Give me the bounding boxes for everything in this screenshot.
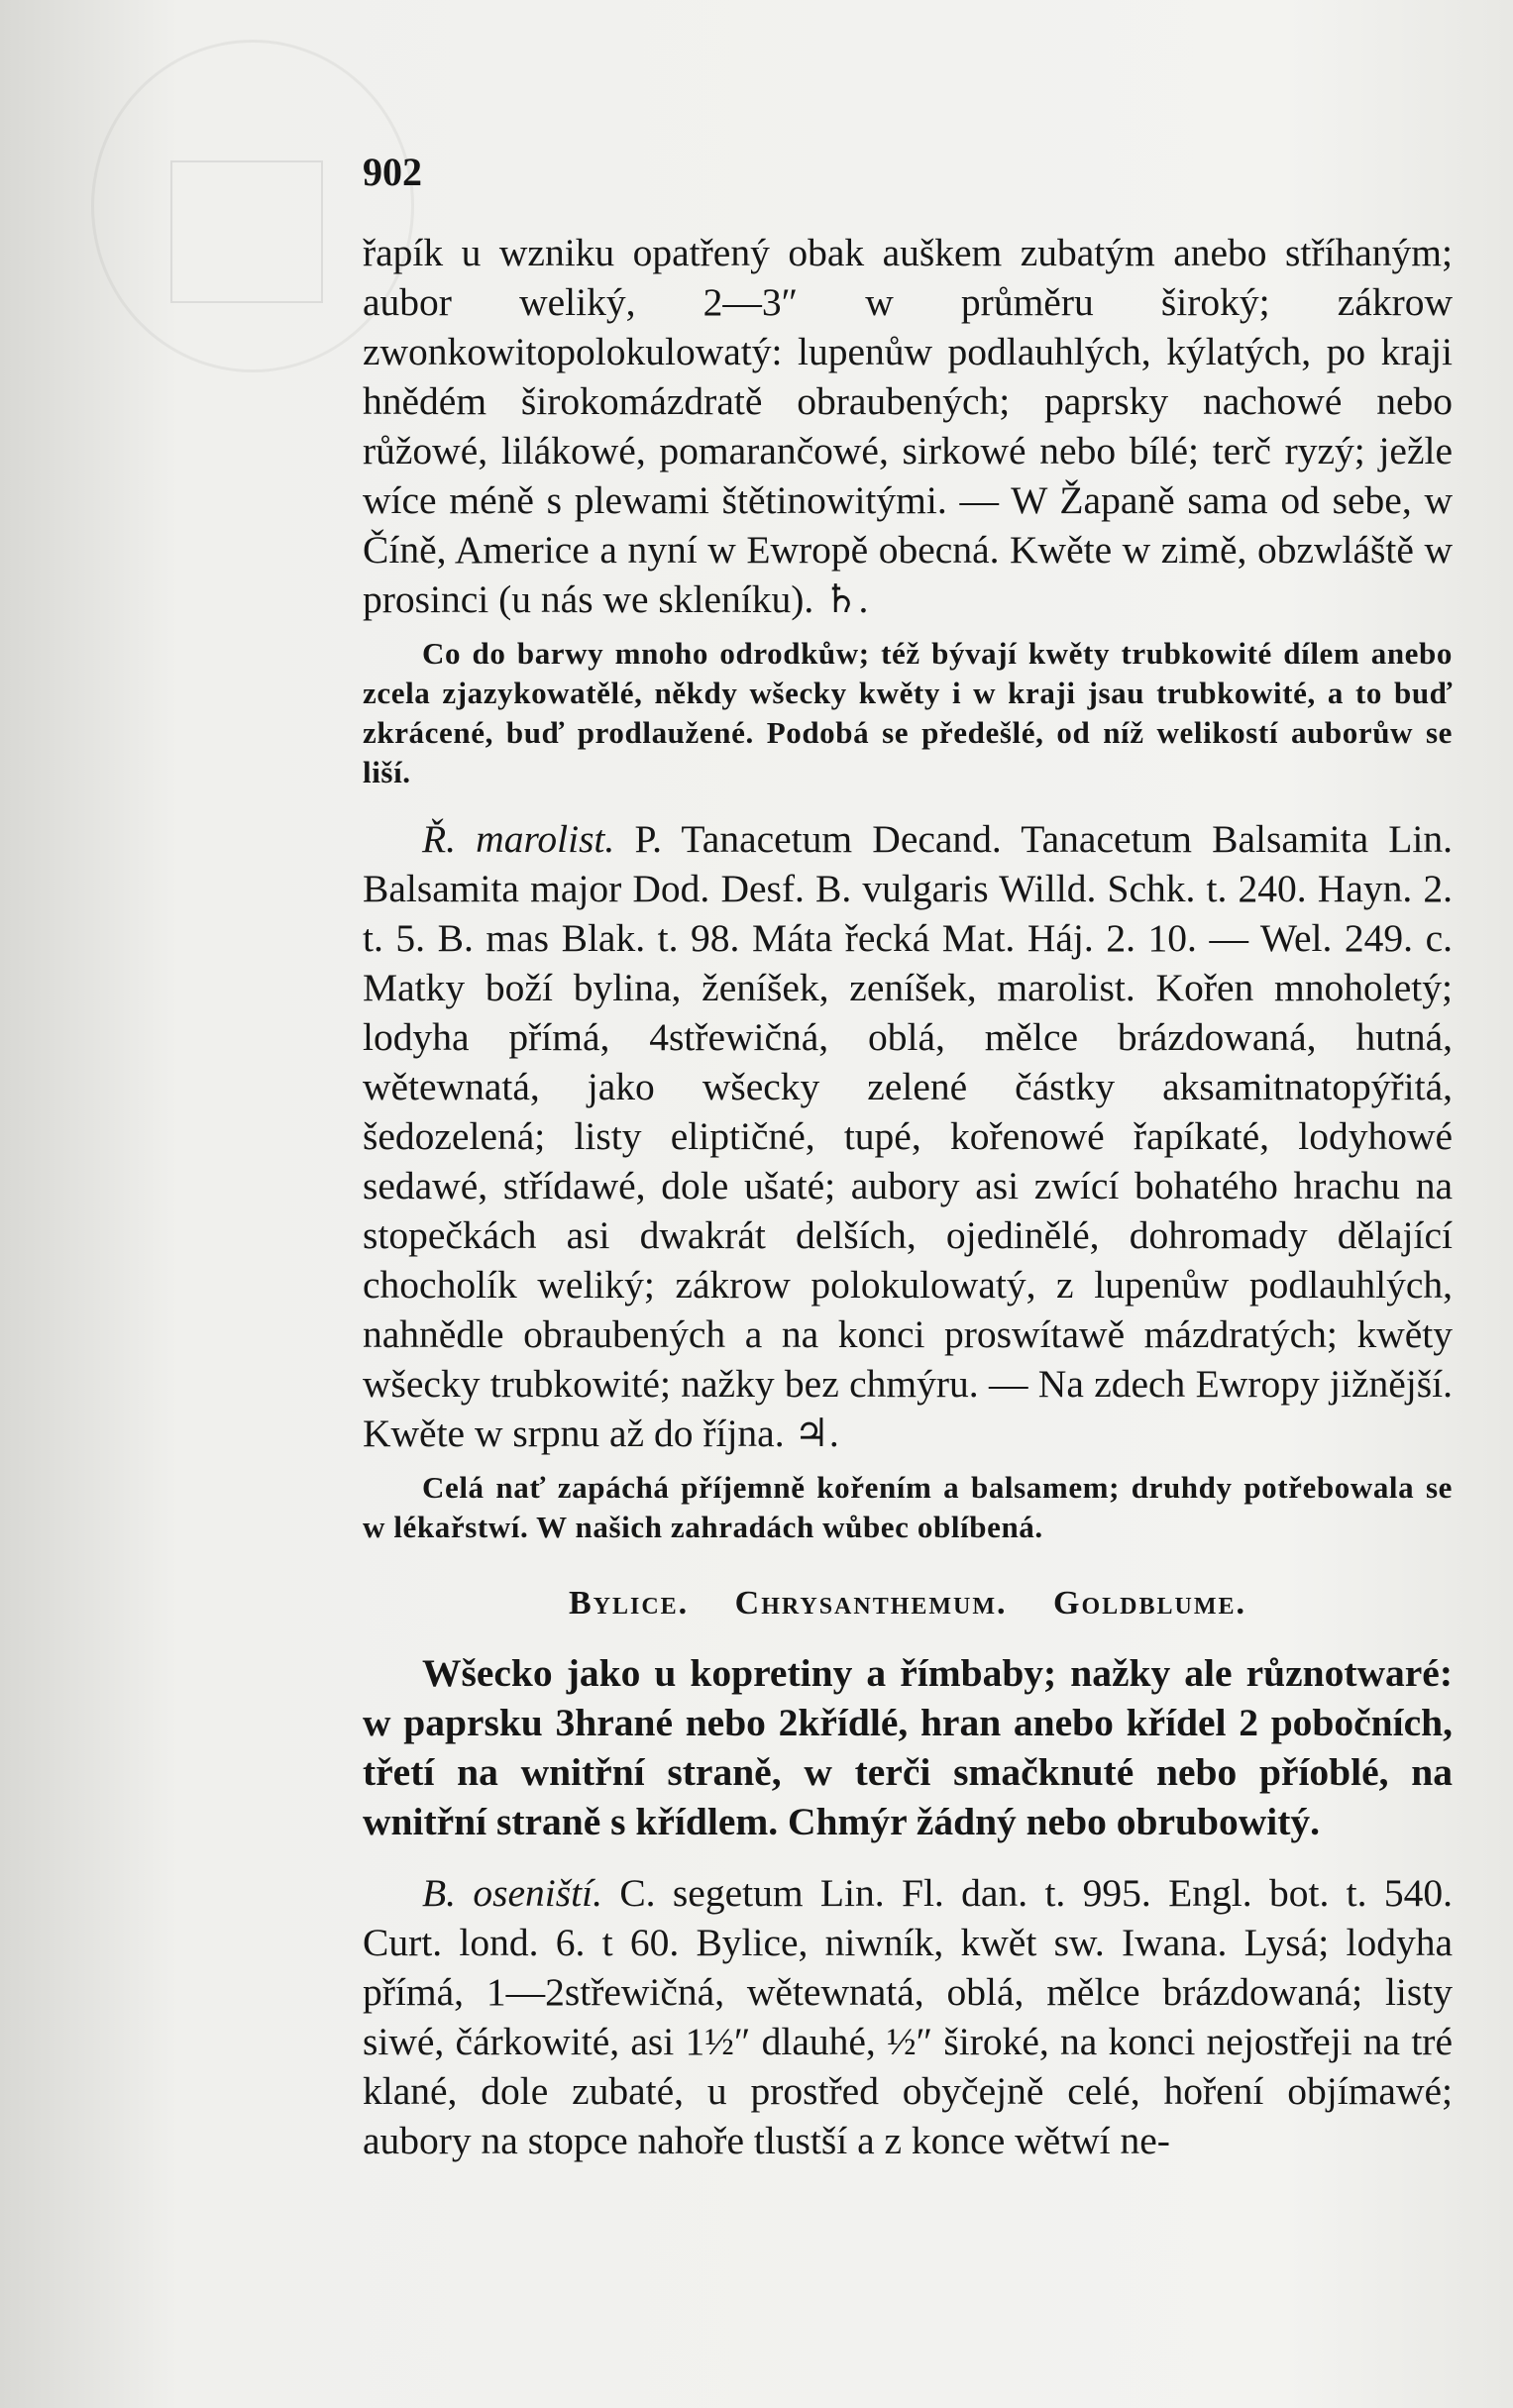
continued-description: řapík u wzniku opatřený obak auškem zubatým anebo stříhaným; aubor weliký, 2—3″ w průměru široký; zákrow zwonkowitopolokulowatý: lupenůw podlauhlých, kýlatých, po kraji hnědém širokomázdratě obraubených; paprsky nachowé nebo růžowé, lilákowé, pomarančowé, sirkowé nebo bílé; terč ryzý; ježle wíce méně s plewami štětinowitými. — W Žapaně sama od sebe, w Číně, Americe a nyní w Ewropě obecná. Kwěte w zimě, obzwláště w prosinci (u nás we skleníku). ♄. [363, 231, 1453, 621]
book-page [363, 149, 1453, 2348]
species-name-bylice: B. oseniští. [422, 1871, 602, 1915]
species-text-bylice: C. segetum Lin. Fl. dan. t. 995. Engl. bot. t. 540. Curt. lond. 6. t 60. Bylice, niwník, kwět sw. Iwana. Lysá; lodyha přímá, 1—2střewičná, wětewnatá, oblá, mělce brázdowaná; listy siwé, čárkowité, asi 1½″ dlauhé, ½″ široké, na konci nejostřeji na tré klané, dole zubaté, u prostřed obyčejně celé, hoření objímawé; aubory na stopce nahoře tlustší a z konce wětwí ne- [363, 1871, 1454, 2162]
genus-heading-czech: Bylice. [568, 1585, 690, 1622]
genus-heading [363, 1579, 1453, 1628]
page-text [363, 228, 1453, 2165]
species-entry-bylice [363, 1868, 1453, 2165]
genus-heading-latin: Chrysanthemum. [734, 1585, 1008, 1622]
species-entry-marolist [363, 814, 1453, 1458]
faded-stamp-frame [170, 160, 323, 303]
small-note-varieties: Co do barwy mnoho odrodkůw; též bývají kwěty trubkowité dílem anebo zcela zjazykowatělé, někdy wšecky kwěty i w kraji jsau trubkowité, a to buď zkrácené, buď prodlaužené. Podobá se předešlé, od níž welikostí auborůw se liší. [363, 636, 1453, 789]
species-name-marolist: Ř. marolist. [422, 817, 615, 861]
page-number: 902 [363, 150, 422, 194]
genus-description: Wšecko jako u kopretiny a římbaby; nažky ale různotwaré: w paprsku 3hrané nebo 2křídlé, hran anebo křídel 2 pobočních, třetí na wnitřní straně, w terči smačknuté nebo příoblé, na wnitřní straně s křídlem. Chmýr žádný nebo obrubowitý. [363, 1651, 1453, 1843]
genus-heading-german: Goldblume. [1053, 1585, 1247, 1622]
species-text-marolist: P. Tanacetum Decand. Tanacetum Balsamita Lin. Balsamita major Dod. Desf. B. vulgaris Willd. Schk. t. 240. Hayn. 2. t. 5. B. mas Blak. t. 98. Máta řecká Mat. Háj. 2. 10. — Wel. 249. c. Matky boží bylina, ženíšek, zeníšek, marolist. Kořen mnoholetý; lodyha přímá, 4střewičná, oblá, mělce brázdowaná, hutná, wětewnatá, jako wšecky zelené částky aksamitnatopýřitá, šedozelená; listy eliptičné, tupé, kořenowé řapíkaté, lodyhowé sedawé, střídawé, dole ušaté; aubory asi zwící bohatého hrachu na stopečkách asi dwakrát delších, ojedinělé, dohromady dělající chocholík weliký; zákrow polokulowatý, z lupenůw podlauhlých, nahnědle obraubených a na konci proswítawě mázdratých; kwěty wšecky trubkowité; nažky bez chmýru. — Na zdech Ewropy jižnější. Kwěte w srpnu až do října. ♃. [363, 817, 1454, 1455]
small-note-balsam: Celá nať zapáchá příjemně kořením a balsamem; druhdy potřebowala se w lékařstwí. W našich zahradách wůbec oblíbená. [363, 1470, 1453, 1544]
